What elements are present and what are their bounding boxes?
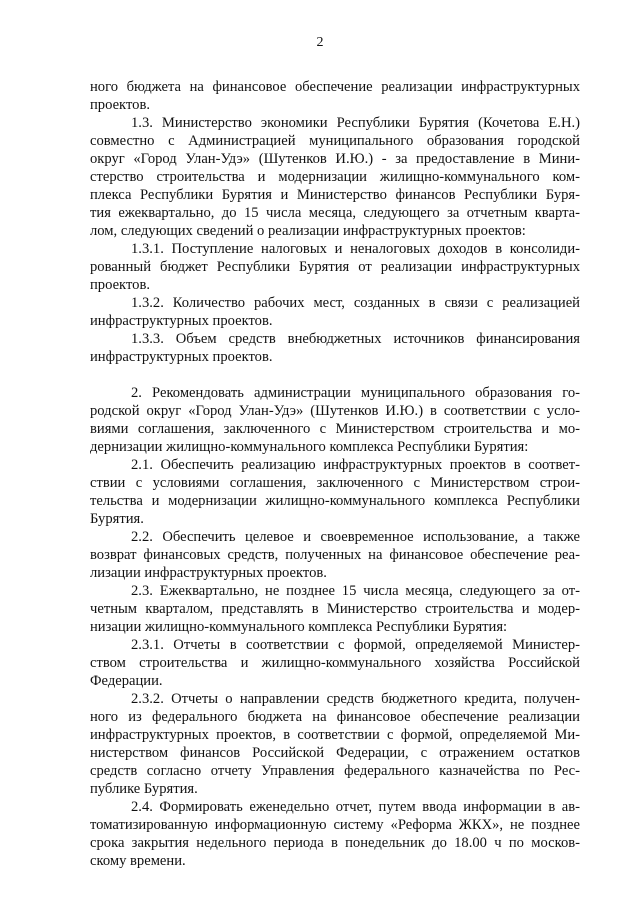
text-line: нистерством финансов Российской Федерации, с отражением остатков: [90, 745, 580, 761]
text-line: тельства и модернизации жилищно-коммунального комплекса Республики: [90, 493, 580, 509]
text-line: лизации инфраструктурных проектов.: [90, 565, 327, 581]
text-line: скому времени.: [90, 853, 186, 869]
text-line: 1.3. Министерство экономики Республики Бурятия (Кочетова Е.Н.): [131, 115, 580, 131]
text-line: рованный бюджет Республики Бурятия от реализации инфраструктурных: [90, 259, 580, 275]
text-line: инфраструктурных проектов.: [90, 313, 273, 329]
text-line: совместно с Администрацией муниципального образования городской: [90, 133, 580, 149]
text-line: Федерации.: [90, 673, 163, 689]
paragraph: [90, 456, 580, 528]
text-line: тия ежеквартально, до 15 числа месяца, следующего за отчетным кварта-: [90, 205, 580, 221]
text-line: инфраструктурных проектов.: [90, 349, 273, 365]
paragraph: [90, 582, 580, 636]
text-line: 1.3.1. Поступление налоговых и неналоговых доходов в консолиди-: [131, 241, 580, 257]
text-line: плекса Республики Бурятия и Министерство финансов Республики Буря-: [90, 187, 580, 203]
text-line: дернизации жилищно-коммунального комплекса Республики Бурятия:: [90, 439, 529, 455]
text-line: стерство строительства и модернизации жилищно-коммунального ком-: [90, 169, 580, 185]
text-line: ного бюджета на финансовое обеспечение реализации инфраструктурных: [90, 79, 580, 95]
paragraph: [90, 636, 580, 690]
paragraph: [90, 330, 580, 366]
text-line: проектов.: [90, 277, 150, 293]
text-line: 1.3.2. Количество рабочих мест, созданных в связи с реализацией: [131, 295, 580, 311]
text-line: четным кварталом, представлять в Министерство строительства и модер-: [90, 601, 580, 617]
text-line: 2.1. Обеспечить реализацию инфраструктурных проектов в соответ-: [131, 457, 580, 473]
paragraph: [90, 690, 580, 798]
text-line: инфраструктурных проектов, в соответствии с формой, определяемой Ми-: [90, 727, 580, 743]
paragraph: [90, 528, 580, 582]
text-line: 1.3.3. Объем средств внебюджетных источников финансирования: [131, 331, 580, 347]
paragraph: [90, 384, 580, 456]
text-line: средств согласно отчету Управления федерального казначейства по Рес-: [90, 763, 580, 779]
text-line: проектов.: [90, 97, 150, 113]
page-number: 2: [316, 35, 324, 50]
text-line: округ «Город Улан-Удэ» (Шутенков И.Ю.) - за предоставление в Мини-: [90, 151, 580, 167]
text-line: публике Бурятия.: [90, 781, 198, 797]
text-line: 2.3.2. Отчеты о направлении средств бюджетного кредита, получен-: [131, 691, 580, 707]
text-line: 2.3.1. Отчеты в соответствии с формой, определяемой Министер-: [131, 637, 580, 653]
text-line: ствии с условиями соглашения, заключенного с Министерством строи-: [90, 475, 580, 491]
text-line: 2.4. Формировать еженедельно отчет, путем ввода информации в ав-: [131, 799, 580, 815]
paragraph: [90, 240, 580, 294]
text-line: 2. Рекомендовать администрации муниципального образования го-: [131, 385, 580, 401]
text-line: низации жилищно-коммунального комплекса Республики Бурятия:: [90, 619, 508, 635]
text-line: виями соглашения, заключенного с Министерством строительства и мо-: [90, 421, 580, 437]
text-line: Бурятия.: [90, 511, 144, 527]
text-line: родской округ «Город Улан-Удэ» (Шутенков И.Ю.) в соответствии с усло-: [90, 403, 580, 419]
text-line: 2.2. Обеспечить целевое и своевременное использование, а также: [131, 529, 580, 545]
text-line: лом, следующих сведений о реализации инфраструктурных проектов:: [90, 223, 526, 239]
text-line: ством строительства и жилищно-коммунального хозяйства Российской: [90, 655, 580, 671]
text-line: срока закрытия недельного периода в понедельник до 18.00 ч по москов-: [90, 835, 580, 851]
paragraph: [90, 78, 580, 114]
text-line: ного из федерального бюджета на финансовое обеспечение реализации: [90, 709, 580, 725]
text-line: возврат финансовых средств, полученных на финансовое обеспечение реа-: [90, 547, 580, 563]
paragraph: [90, 294, 580, 330]
text-line: томатизированную информационную систему «Реформа ЖКХ», не позднее: [90, 817, 580, 833]
document-body: [90, 78, 580, 870]
paragraph-gap: [90, 366, 580, 384]
paragraph: [90, 798, 580, 870]
paragraph: [90, 114, 580, 240]
text-line: 2.3. Ежеквартально, не позднее 15 числа месяца, следующего за от-: [131, 583, 580, 599]
